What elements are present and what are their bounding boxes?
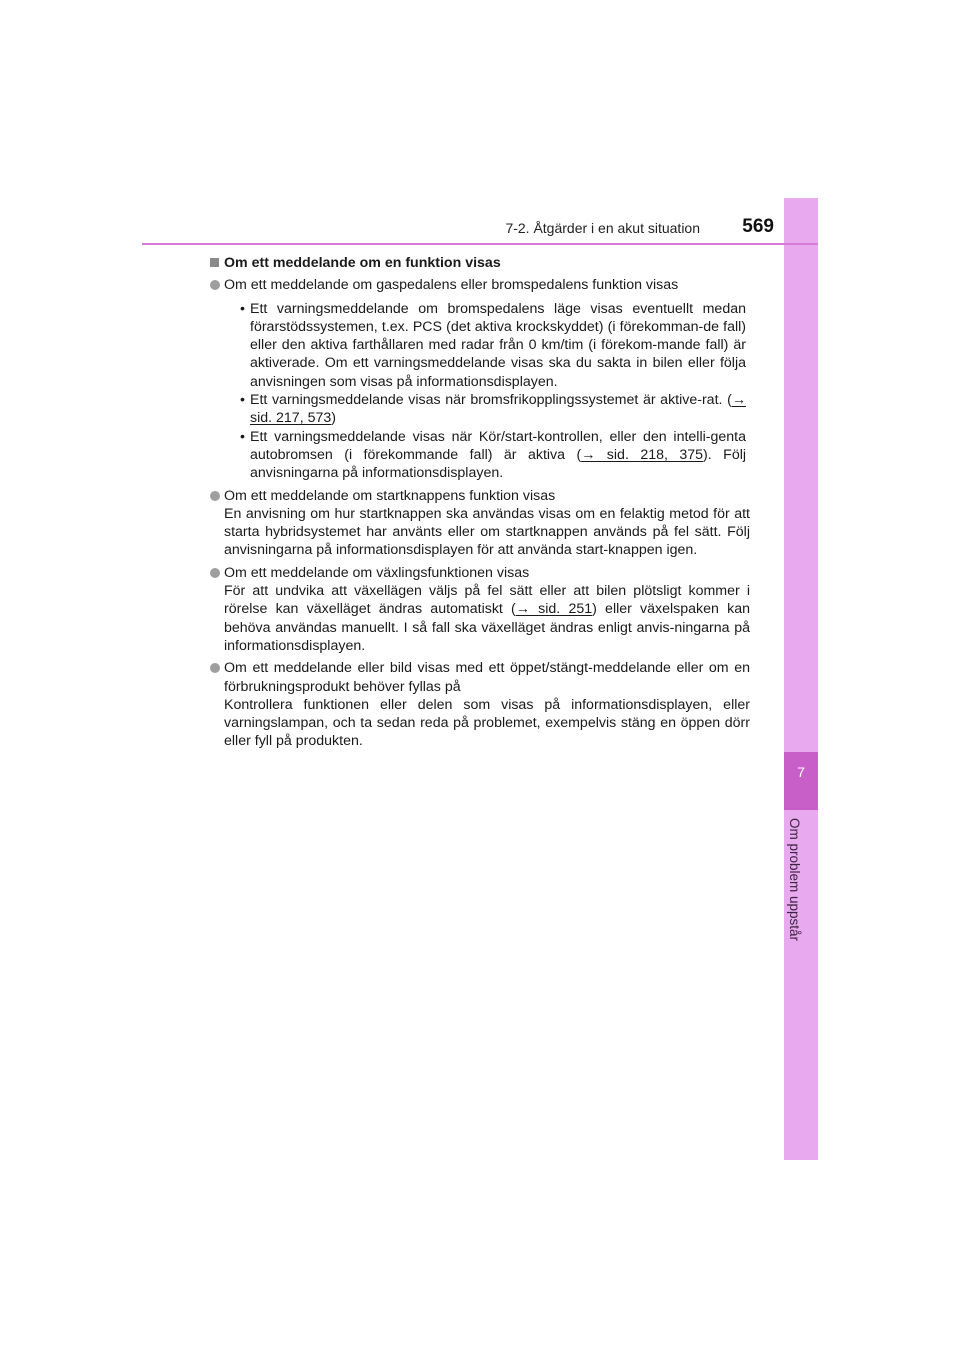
square-bullet-icon xyxy=(210,258,219,267)
section-heading xyxy=(210,254,750,272)
list-item-title: Om ett meddelande om gaspedalens eller bromspedalens funktion visas xyxy=(224,277,679,294)
chapter-tab-marker xyxy=(784,752,818,810)
sub-list-item: • Ett varningsmeddelande visas när bromsfrikopplingssystemet är aktive-rat. (→ sid. 217, 573) xyxy=(240,392,746,427)
dot-bullet: • xyxy=(240,428,245,445)
header-rule xyxy=(142,243,818,245)
list-item xyxy=(210,659,750,750)
section-heading-text: Om ett meddelande om en funktion visas xyxy=(224,255,501,271)
chapter-title: Om problem uppstår xyxy=(787,818,802,942)
sub-list xyxy=(224,300,750,483)
list-item-title: Om ett meddelande eller bild visas med ett öppet/stängt-meddelande eller om en förbrukningsprodukt behöver fyllas på xyxy=(224,660,750,695)
page-number: 569 xyxy=(742,216,774,237)
list-item-body: För att undvika att växellägen väljs på fel sätt eller att bilen plötsligt kommer i rörelse kan växelläget ändras automatiskt (→ sid. 251) eller växelspaken kan behöva användas manuellt. I så fall ska växelläget ändras enligt anvis-ningarna på informationsdisplayen. xyxy=(224,583,751,654)
chapter-number: 7 xyxy=(797,764,805,780)
list-item xyxy=(210,564,750,655)
list-item-body: Kontrollera funktionen eller delen som visas på informationsdisplayen, eller varningslampan, och ta sedan reda på problemet, exempelvis stäng en öppen dörr eller fyll på produkten. xyxy=(224,696,750,750)
sub-list-item: • Ett varningsmeddelande visas när Kör/start-kontrollen, eller den intelli-genta autobromsen (i förekommande fall) är aktiva (→ sid. 218, 375). Följ anvisningarna på informationsdisplayen. xyxy=(240,428,747,482)
list-item xyxy=(210,276,750,482)
sub-list-item: • Ett varningsmeddelande om bromspedalens läge visas eventuellt medan förarstödssystemen, t.ex. PCS (det aktiva krockskyddet) (i förekomman-de fall) eller den aktiva farthållaren med radar från 0 km/tim (i förekom-mande fall) är aktiverade. Om ett varningsmeddelande visas ska du sakta in bilen eller följa anvisningen som visas på informationsdisplayen. xyxy=(240,300,746,390)
page-reference-link[interactable]: → sid. 251 xyxy=(515,601,593,618)
dot-bullet: • xyxy=(240,300,245,317)
page-reference-link[interactable]: → sid. 217, 573 xyxy=(250,392,746,427)
section-title: 7-2. Åtgärder i en akut situation xyxy=(505,220,700,236)
circle-bullet-icon xyxy=(210,280,220,290)
page-reference-link[interactable]: → sid. 218, 375 xyxy=(581,446,704,463)
circle-bullet-icon xyxy=(210,568,220,578)
page-content xyxy=(210,254,750,751)
list-item-title: Om ett meddelande om startknappens funktion visas xyxy=(224,487,556,504)
dot-bullet: • xyxy=(240,392,245,409)
chapter-side-tab xyxy=(784,198,818,1160)
list-item xyxy=(210,487,750,560)
list-item-title: Om ett meddelande om växlingsfunktionen visas xyxy=(224,564,530,581)
list-item-body: En anvisning om hur startknappen ska användas visas om en felaktig metod för att starta hybridsystemet har använts eller om startknappen används på fel sätt. Följ anvisningarna på informationsdisplayen för att använda start-knappen igen. xyxy=(224,505,750,559)
circle-bullet-icon xyxy=(210,663,220,673)
circle-bullet-icon xyxy=(210,491,220,501)
